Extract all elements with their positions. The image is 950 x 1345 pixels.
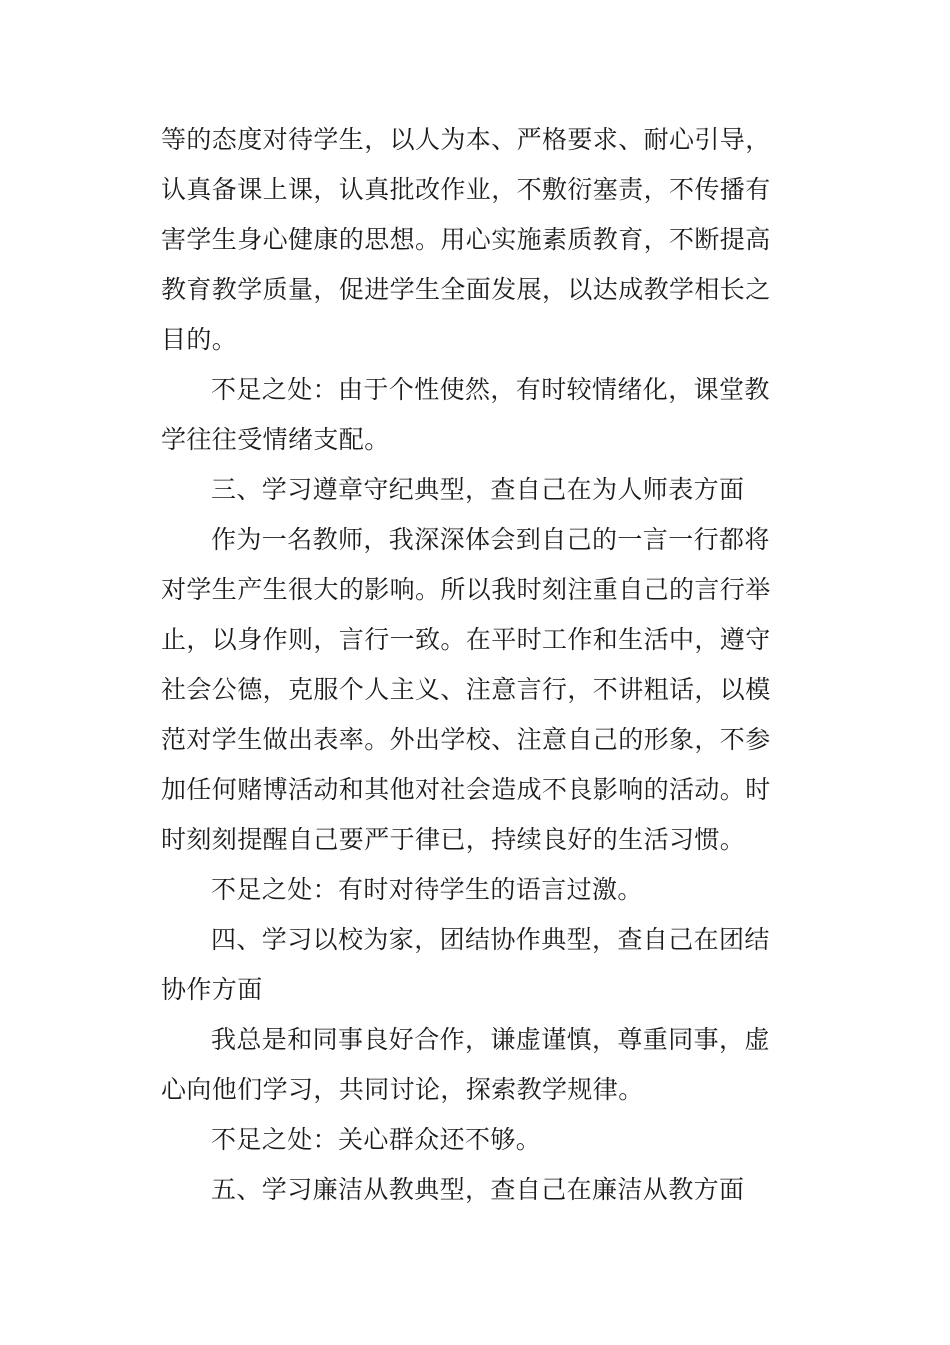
- document-body: [161, 115, 771, 1215]
- text-line: 加任何赌博活动和其他对社会造成不良影响的活动。时: [161, 775, 771, 804]
- text-line: 害学生身心健康的思想。用心实施素质教育，不断提高: [161, 225, 771, 254]
- section-heading-continued: 协作方面: [161, 975, 263, 1004]
- text-line: 对学生产生很大的影响。所以我时刻注重自己的言行举: [161, 575, 771, 604]
- text-line: 学往往受情绪支配。: [161, 425, 390, 454]
- section-heading: 五、学习廉洁从教典型，查自己在廉洁从教方面: [211, 1175, 745, 1204]
- text-line: 认真备课上课，认真批改作业，不敷衍塞责，不传播有: [161, 175, 771, 204]
- text-line: 时刻刻提醒自己要严于律已，持续良好的生活习惯。: [161, 825, 746, 854]
- text-line: 社会公德，克服个人主义、注意言行，不讲粗话，以模: [161, 675, 771, 704]
- section-heading: 四、学习以校为家，团结协作典型，查自己在团结: [211, 925, 770, 954]
- text-line: 不足之处：由于个性使然，有时较情绪化，课堂教: [211, 375, 770, 404]
- text-line: 止，以身作则，言行一致。在平时工作和生活中，遵守: [161, 625, 771, 654]
- text-line: 目的。: [161, 325, 238, 354]
- text-line: 范对学生做出表率。外出学校、注意自己的形象，不参: [161, 725, 771, 754]
- text-line: 等的态度对待学生，以人为本、严格要求、耐心引导，: [161, 125, 771, 154]
- text-line: 我总是和同事良好合作，谦虚谨慎，尊重同事，虚: [211, 1025, 770, 1054]
- section-heading: 三、学习遵章守纪典型，查自己在为人师表方面: [211, 475, 745, 504]
- text-line: 不足之处：关心群众还不够。: [211, 1125, 542, 1154]
- text-line: 心向他们学习，共同讨论，探索教学规律。: [161, 1075, 644, 1104]
- text-line: 教育教学质量，促进学生全面发展，以达成教学相长之: [161, 275, 771, 304]
- text-line: 不足之处：有时对待学生的语言过激。: [211, 875, 643, 904]
- text-line: 作为一名教师，我深深体会到自己的一言一行都将: [211, 525, 770, 554]
